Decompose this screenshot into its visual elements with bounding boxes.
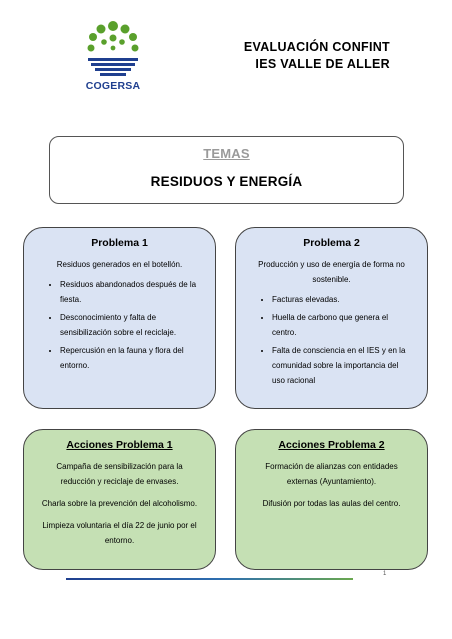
list-item: • Repercusión en la fauna y flora del entorno. [60,343,201,373]
problem-2-intro: Producción y uso de energía de forma no sostenible. [258,260,405,284]
problem-2-title: Problema 2 [303,237,360,249]
topics-subject: RESIDUOS Y ENERGÍA [150,174,303,189]
problem-1-title: Problema 1 [91,237,148,249]
topics-box [49,136,404,204]
header-title: EVALUACIÓN CONFINT [243,40,390,54]
problem-1-intro: Residuos generados en el botellón. [56,260,183,269]
footer-divider [66,578,353,580]
action-item: Campaña de sensibilización para la reducción y reciclaje de envases. [56,462,183,486]
action-item: Difusión por todas las aulas del centro. [262,499,401,508]
header-school: IES VALLE DE ALLER [255,57,390,71]
cogersa-emblem-icon [82,20,144,78]
cogersa-logo [82,20,144,92]
actions-2-card [235,429,428,570]
actions-1-title: Acciones Problema 1 [66,439,173,451]
problem-1-card [23,227,216,409]
action-item: Formación de alianzas con entidades externas (Ayuntamiento). [265,462,398,486]
list-item: • Falta de consciencia en el IES y en la comunidad sobre la importancia del uso racional [272,343,413,388]
action-item: Limpieza voluntaria el día 22 de junio por el entorno. [42,521,197,545]
actions-2-title: Acciones Problema 2 [278,439,385,451]
list-item: • Facturas elevadas. [272,292,413,307]
logo-wordmark: COGERSA [85,80,141,92]
action-item: Charla sobre la prevención del alcoholismo. [41,499,198,508]
document-header [244,39,390,73]
actions-1-card [23,429,216,570]
problem-1-list [38,277,201,373]
problem-2-card [235,227,428,409]
problem-2-list [250,292,413,388]
list-item: • Huella de carbono que genera el centro. [272,310,413,340]
list-item: • Residuos abandonados después de la fiesta. [60,277,201,307]
topics-heading: TEMAS [203,146,250,161]
list-item: • Desconocimiento y falta de sensibilización sobre el reciclaje. [60,310,201,340]
page-number: 1 [383,571,387,577]
